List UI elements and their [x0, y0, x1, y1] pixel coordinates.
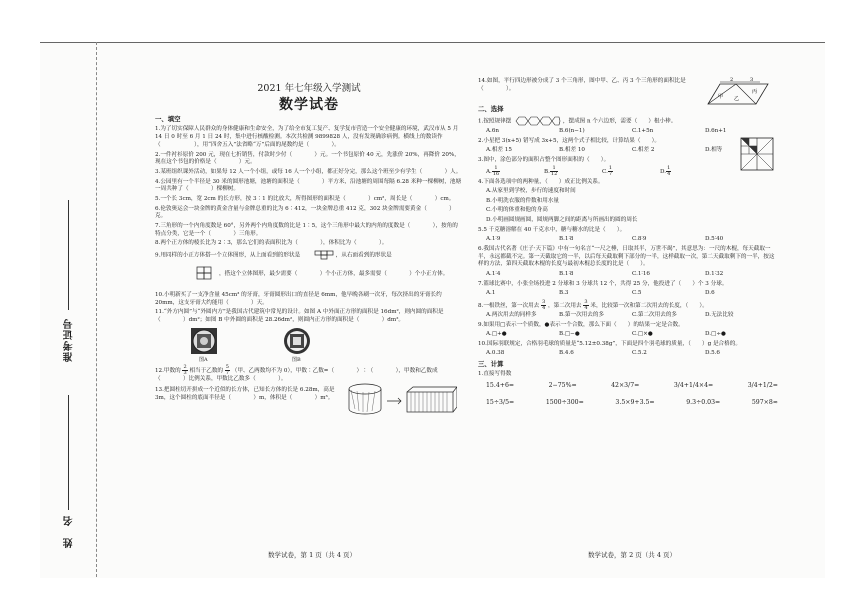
ticket-number-blank[interactable]	[68, 200, 69, 310]
fraction-denominator: 4	[584, 304, 588, 311]
choice-option[interactable]	[602, 166, 660, 177]
choice-option[interactable]: C.8∶9	[632, 236, 647, 243]
option-prefix: A.	[486, 169, 492, 176]
choice-option[interactable]: A.6n	[486, 128, 499, 135]
calc-item: 3/4+1/2=	[747, 381, 778, 389]
fraction-numerator: 3	[542, 298, 546, 305]
choice-option[interactable]: A.0.38	[486, 350, 505, 357]
student-name-label: 姓 名	[64, 515, 75, 548]
option-prefix: D.	[660, 169, 667, 176]
cylinder-to-cuboid-figure	[347, 383, 457, 417]
question-6: 6.伦敦奥运会一块金牌的黄金含量与金牌总重的比为 6∶412，一块金牌总重 412 克，302 块金牌需要黄金（ ）克。	[155, 205, 455, 220]
question-8: 8.两个正方体的棱长比为 2∶3，那么它们的表面积比为（ ），体积比为（ ）。	[155, 240, 388, 247]
fraction-denominator: 3	[183, 369, 187, 376]
question-14: 14.如图，平行四边形被分成了 3 个三角形，图中甲、乙、丙 3 个三角形的面积比是（ ）。	[478, 78, 686, 92]
fraction-numerator: 5	[225, 363, 229, 370]
figure-a-square-circle	[190, 327, 218, 355]
fraction-two-thirds	[182, 365, 187, 376]
exam-year-title: 2021 年七年级入学测试	[257, 83, 361, 94]
choice-option[interactable]: C.1+5n	[632, 128, 654, 135]
fraction-denominator: 16	[492, 171, 500, 178]
page-2-footer: 数学试卷，第 2 页（共 4 页）	[588, 551, 677, 559]
figure-b-label: 图B	[292, 356, 301, 363]
question-4: 4.公园里有一个半径是 30 米的圆形池塘，池塘的面积是（ ）平方米，沿池塘的周围每隔 6.28 米种一棵柳树，池塘一周共种了（ ）棵柳树。	[155, 178, 462, 193]
question-9-text-c: ，搭这个立体图形，最少需要（ ）个小正方体，最多需要（ ）个小正方体。	[219, 270, 449, 277]
choice-8-mid: ，第二次用去	[548, 302, 582, 309]
question-5: 5.一个长 3cm，宽 2cm 的长方形，按 3∶1 的比放大，所得图形的面积是（ ）cm²，周长是（ ）cm。	[155, 195, 455, 202]
fraction-numerator: 2	[183, 363, 187, 370]
choice-option[interactable]: B.6(n−1)	[559, 128, 585, 135]
choice-option[interactable]: D.相等	[705, 147, 723, 154]
fraction-denominator: 4	[542, 304, 546, 311]
choice-option[interactable]: B.第一次用去的多	[559, 312, 605, 319]
choice-option[interactable]: D.1∶32	[705, 270, 724, 277]
choice-4-option-d[interactable]: D.小明画圆规画圆，圆规两脚之间的距离与所画出的圆的周长	[486, 216, 638, 223]
choice-3-options	[478, 166, 718, 177]
choice-4-option-c[interactable]: C.小明的体重和他的身高	[486, 207, 548, 214]
question-2: 2.一件衬衫原价 200 元，现在七折销售，付款时少付（ ）元。一个书包原价 40 元，先涨价 20%，再降价 20%，现在这个书包的价格是（ ）元。	[155, 151, 460, 166]
choice-option[interactable]: A.两次用去的同样多	[486, 312, 537, 319]
shaded-square-figure	[740, 137, 774, 171]
choice-option[interactable]: B.□−●	[559, 331, 580, 338]
question-13: 13.把圆柱切开拼成一个近似的长方体，已知长方体的长是 6.28m，高是 3m，这个圆柱的底面半径是（ ）m，体积是（ ）m³。	[155, 386, 335, 401]
choice-1-text-a: 1.按照规律摆	[478, 118, 512, 125]
figure-a-label: 图A	[199, 356, 208, 363]
question-3: 3.某班组织课外活动，如果每 12 人一个小组，或每 16 人一个小组，都正好分完，那么这个班至少有学生（ ）人。	[155, 168, 462, 175]
section-choice: 二、选择	[478, 105, 504, 113]
fig-label-2: 2	[730, 77, 734, 83]
fraction-numerator: 1	[608, 165, 613, 172]
hexagon-chain-figure	[513, 116, 561, 126]
choice-5-options	[478, 236, 778, 244]
question-9-text-b: ，从右面看到的形状是	[335, 252, 392, 259]
choice-option[interactable]: A.1∶9	[486, 236, 501, 243]
section-calculation: 三、计算	[478, 359, 504, 368]
choice-8-tail: 米，比较第一次和第二次用去的长度，（ ）。	[590, 302, 708, 309]
choice-option[interactable]: C.相差 2	[632, 147, 655, 154]
fraction-numerator: 1	[492, 166, 500, 172]
choice-4: 4.下面各选项中的两种量，（ ）成正比例关系。	[478, 178, 604, 185]
choice-option[interactable]: C.□×●	[632, 331, 653, 338]
binding-fold-line	[96, 42, 97, 577]
choice-option[interactable]: C.第二次用去的多	[632, 312, 678, 319]
choice-3-block	[478, 157, 778, 178]
figure-b-circle-square	[283, 327, 311, 355]
fraction-five-sevenths	[225, 365, 230, 376]
choice-option[interactable]: C.1∶16	[632, 270, 650, 277]
question-11: 11.“外方内圆”与“外圆内方”是我国古代建筑中常见的设计。如图 A 中外面正方形的面积是 16dm²，则内圆的面积是（ ）dm²；如图 B 中外圆的面积是 28.26dm²，则圆内正方形的面积是（ ）dm²。	[155, 309, 444, 324]
choice-2: 2.小星把 3(x+5) 错写成 3x+5，这两个式子相比较，计算结果（ ）。	[478, 137, 660, 144]
choice-10: 10.国际羽联规定，合格羽毛球的质量是“5.12±0.38g”，下面是四个羽毛球的质量，（ ）g 是合格的。	[478, 340, 741, 347]
option-fraction	[492, 166, 500, 177]
choice-1	[478, 116, 778, 126]
fraction-three-quarters	[541, 300, 546, 311]
choice-7: 7.篮球比赛中，小张全场投进 2 分球和 3 分球共 12 个，共得 25 分，他投进了（ ）个 3 分球。	[478, 280, 728, 287]
choice-option[interactable]: B.4.6	[559, 350, 574, 357]
calc-item: 15.4+6=	[486, 381, 515, 389]
fraction-denominator: 7	[608, 171, 613, 178]
question-12	[155, 365, 463, 384]
option-prefix: C.	[602, 169, 608, 176]
choice-option[interactable]: A.1	[486, 290, 496, 297]
question-10: 10.小明新买了一支净含量 45cm³ 的牙膏，牙膏圆形出口的直径是 6mm，他早晚各刷一次牙，每次挤出的牙膏长约 20mm，这支牙膏大约能用（ ）天。	[155, 291, 442, 306]
question-9	[155, 250, 463, 290]
choice-7-options	[478, 290, 778, 298]
section-fill-blank: 一、填空	[155, 115, 181, 123]
fig-label-bing: 丙	[752, 89, 758, 95]
choice-8-options	[478, 312, 778, 320]
choice-option[interactable]: A.□+●	[486, 331, 507, 338]
option-fraction	[666, 166, 671, 177]
choice-6: 6.我国古代名著《庄子·天下篇》中有一句名言“一尺之棰，日取其半，万世不竭”，其意思为：一尺的木棍，每天截取一半，永远都截不完。第一天截取它的一半，以后每天截取剩下部分的一半，这样截取一次，第二天截取剩下的一半，按这样的方法，第四天截取木棍的长度与最初木棍总长度的比是（ ）。	[478, 245, 775, 268]
fig-label-yi: 乙	[734, 96, 740, 102]
choice-option[interactable]: D.□÷●	[705, 331, 726, 338]
fraction-numerator: 1	[667, 165, 671, 172]
choice-6-options	[478, 271, 778, 279]
question-7: 7.三角形的一个内角度数是 60°，另外两个内角度数的比是 1∶5，这个三角形中最大的内角的度数是（ ），按角的特点分类，它是一个（ ）三角形。	[155, 222, 458, 237]
student-name-blank[interactable]	[68, 395, 69, 510]
exam-main-title: 数学试卷	[279, 97, 339, 113]
calc-row-1	[478, 382, 778, 391]
choice-1-options	[478, 128, 778, 136]
choice-4-option-a[interactable]: A.从家里到学校，步行的速度和时间	[486, 188, 576, 195]
question-13-block	[155, 387, 463, 403]
right-column	[478, 78, 778, 415]
right-view-shape	[195, 266, 215, 280]
choice-1-text-b: ，摆成图 n 个六边形，需要（ ）根小棒。	[562, 118, 677, 125]
calc-item: 3/4+1/4×4=	[673, 381, 714, 389]
fig-label-3: 3	[750, 77, 754, 83]
choice-option[interactable]: D.6	[705, 290, 715, 297]
calc-item: 15÷3/5=	[486, 398, 515, 406]
choice-option[interactable]: B.相差 10	[559, 147, 585, 154]
calc-item: 2−75%=	[548, 381, 577, 389]
choice-option[interactable]: C.5.2	[632, 350, 647, 357]
fraction-numerator: 3	[584, 298, 588, 305]
fig-label-jia: 甲	[718, 94, 724, 100]
choice-8-pre: 8.一根铁丝，第一次用去	[478, 302, 540, 309]
choice-option[interactable]: D.6n+1	[705, 128, 727, 135]
choice-option[interactable]	[544, 166, 602, 177]
choice-option[interactable]: A.相差 15	[486, 147, 512, 154]
choice-option[interactable]: C.5	[632, 290, 642, 297]
fraction-denominator: 7	[225, 369, 229, 376]
page-1-footer: 数学试卷，第 1 页（共 4 页）	[268, 551, 357, 559]
option-fraction	[608, 166, 613, 177]
choice-option[interactable]	[660, 166, 718, 177]
choice-option[interactable]: D.5.6	[705, 350, 720, 357]
question-14-block	[478, 78, 778, 104]
question-12-pre: 12.甲数的	[155, 367, 181, 374]
fraction-denominator: 4	[667, 171, 671, 178]
calc-item: 9.3÷0.03=	[686, 398, 721, 406]
option-prefix: B.	[544, 169, 550, 176]
choice-option[interactable]: B.1∶8	[559, 270, 574, 277]
choice-10-options	[478, 350, 778, 358]
question-9-text-a: 9.用同样的小正方体搭一个立体图形，从上面看到的形状是	[155, 252, 301, 259]
calc-item: 1500÷300=	[545, 398, 584, 406]
choice-2-options	[478, 147, 778, 155]
choice-option[interactable]: D.5∶40	[705, 236, 724, 243]
question-12-tail: （甲、乙两数均不为 0），甲数∶乙数=（ ）∶（ ），甲数和乙数成（ ）比例关系，甲数比乙数多（ ）。	[155, 367, 438, 382]
choice-9-options	[478, 331, 778, 339]
fraction-three-quarters-meter	[583, 300, 588, 311]
calc-item: 42×3/7=	[611, 381, 640, 389]
choice-option[interactable]	[486, 166, 544, 177]
fraction-denominator: 12	[550, 171, 558, 178]
choice-8	[478, 300, 778, 311]
option-fraction	[550, 166, 558, 177]
choice-4-option-b[interactable]: B.小明洗衣服的件数和用水量	[486, 197, 560, 204]
question-1: 1.为了切实保障人民群众的身体健康和生命安全，为了给全市复工复产、复学复市营造一个安全健康的环境，武汉市从 5 月 14 日 0 时至 6 月 1 日 24 时，集中进行核酸检测。本次共检测 9899828 人，没有发现确诊病例。横线上的数读作（ ），用“四舍五入”法省略“万”后面的尾数约是（ ）。	[155, 126, 459, 148]
choice-option[interactable]: B.3	[559, 290, 569, 297]
choice-3: 3.图中，涂色部分的面积占整个图形面积的（ ）。	[478, 156, 610, 163]
question-12-mid: 相当于乙数的	[189, 367, 224, 374]
calc-item: 3.5×9+3.5=	[615, 398, 655, 406]
choice-9: 9.如果用□表示一个质数，●表示一个合数，那么下面（ ）的结果一定是合数。	[478, 321, 684, 328]
parallelogram-triangles-figure	[706, 76, 776, 106]
calc-instruction: 1.直接写得数	[478, 370, 512, 377]
top-view-shape	[314, 250, 334, 260]
calc-item: 597×8≈	[751, 398, 778, 406]
choice-option[interactable]: D.无法比较	[705, 312, 734, 319]
fraction-numerator: 1	[550, 166, 558, 172]
choice-5: 5.5 千克糖溶解在 40 千克水中，糖与糖水的比是（ ）。	[478, 226, 626, 233]
choice-option[interactable]: A.1∶4	[486, 270, 501, 277]
left-column	[155, 114, 463, 404]
ticket-number-label: 准考证号	[64, 318, 75, 362]
calc-row-2	[478, 399, 778, 408]
question-11-figures	[155, 327, 463, 365]
choice-option[interactable]: B.1∶8	[559, 236, 574, 243]
